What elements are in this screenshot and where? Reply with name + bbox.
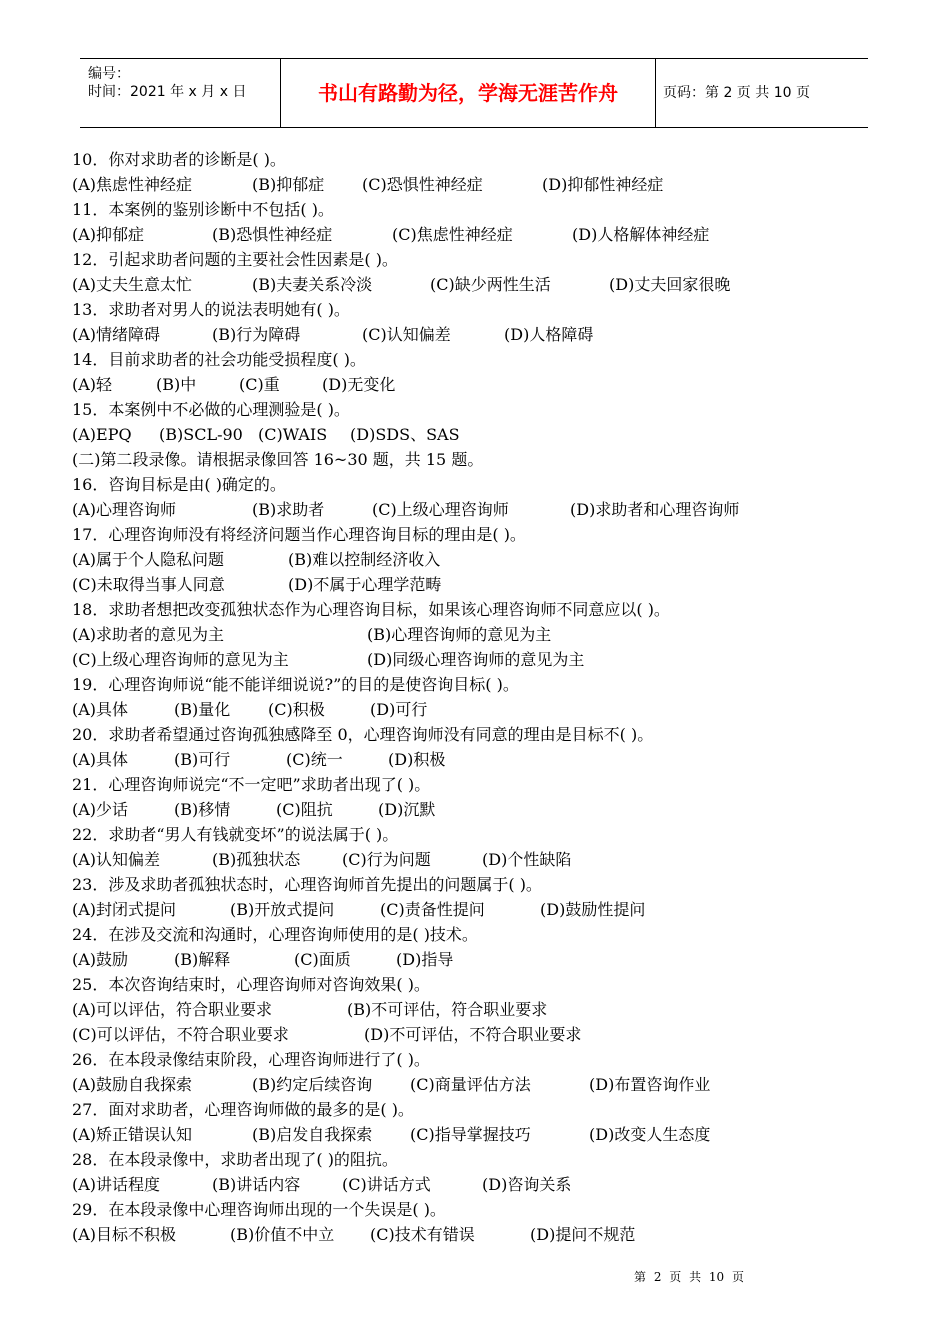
answer-options xyxy=(72,997,872,1022)
question-text: 14．目前求助者的社会功能受损程度( )。 xyxy=(72,350,366,369)
answer-option: (B)可行 xyxy=(174,750,231,769)
answer-option: (A)轻 xyxy=(72,375,113,394)
answer-option: (D)同级心理咨询师的意见为主 xyxy=(367,650,585,669)
answer-option: (A)鼓励自我探索 xyxy=(72,1075,193,1094)
header-motto: 书山有路勤为径，学海无涯苦作舟 xyxy=(280,59,656,127)
answer-option: (D)积极 xyxy=(388,750,446,769)
answer-option: (D)SDS、SAS xyxy=(350,425,460,444)
answer-option: (C)上级心理咨询师的意见为主 xyxy=(72,650,289,669)
answer-options xyxy=(72,1022,872,1047)
answer-options xyxy=(72,1172,872,1197)
answer-option: (C)恐惧性神经症 xyxy=(362,175,483,194)
document-number-label: 编号： xyxy=(88,66,130,82)
answer-option: (D)丈夫回家很晚 xyxy=(609,275,731,294)
question-text: 11．本案例的鉴别诊断中不包括( )。 xyxy=(72,200,334,219)
answer-option: (D)布置咨询作业 xyxy=(589,1075,711,1094)
question-text: 25．本次咨询结束时，心理咨询师对咨询效果( )。 xyxy=(72,975,430,994)
answer-options xyxy=(72,1222,872,1247)
question-text: 28．在本段录像中，求助者出现了( )的阻抗。 xyxy=(72,1150,398,1169)
question-text: 23．涉及求助者孤独状态时，心理咨询师首先提出的问题属于( )。 xyxy=(72,875,542,894)
answer-option: (C)认知偏差 xyxy=(362,325,451,344)
answer-option: (D)提问不规范 xyxy=(530,1225,636,1244)
answer-option: (D)咨询关系 xyxy=(482,1175,572,1194)
answer-option: (D)可行 xyxy=(370,700,428,719)
answer-options xyxy=(72,222,872,247)
question-text: 27．面对求助者，心理咨询师做的最多的是( )。 xyxy=(72,1100,414,1119)
question-text: 26．在本段录像结束阶段，心理咨询师进行了( )。 xyxy=(72,1050,430,1069)
answer-option: (C)焦虑性神经症 xyxy=(392,225,513,244)
answer-options xyxy=(72,1122,872,1147)
answer-options xyxy=(72,497,872,522)
answer-options xyxy=(72,547,872,572)
answer-option: (D)求助者和心理咨询师 xyxy=(570,500,740,519)
answer-options xyxy=(72,272,872,297)
answer-option: (B)抑郁症 xyxy=(252,175,325,194)
question-text: 19．心理咨询师说“能不能详细说说?”的目的是使咨询目标( )。 xyxy=(72,675,519,694)
answer-option: (D)人格解体神经症 xyxy=(572,225,710,244)
answer-option: (C)指导掌握技巧 xyxy=(410,1125,531,1144)
answer-options xyxy=(72,422,872,447)
question-text: 24．在涉及交流和沟通时，心理咨询师使用的是( )技术。 xyxy=(72,925,478,944)
answer-option: (B)难以控制经济收入 xyxy=(288,550,441,569)
answer-option: (A)心理咨询师 xyxy=(72,500,177,519)
answer-option: (A)具体 xyxy=(72,750,129,769)
answer-options xyxy=(72,797,872,822)
answer-option: (B)价值不中立 xyxy=(230,1225,335,1244)
answer-options xyxy=(72,847,872,872)
answer-option: (B)中 xyxy=(156,375,197,394)
page-footer: 第 2 页 共 10 页 xyxy=(634,1270,744,1284)
answer-option: (C)缺少两性生活 xyxy=(430,275,551,294)
answer-option: (A)焦虑性神经症 xyxy=(72,175,193,194)
answer-option: (A)少话 xyxy=(72,800,129,819)
question-text: 29．在本段录像中心理咨询师出现的一个失误是( )。 xyxy=(72,1200,446,1219)
answer-option: (A)属于个人隐私问题 xyxy=(72,550,225,569)
answer-option: (C)技术有错误 xyxy=(370,1225,475,1244)
answer-option: (A)封闭式提问 xyxy=(72,900,177,919)
answer-options xyxy=(72,647,872,672)
question-text: 13．求助者对男人的说法表明她有( )。 xyxy=(72,300,350,319)
answer-option: (B)SCL-90 xyxy=(159,425,243,444)
answer-option: (D)抑郁性神经症 xyxy=(542,175,664,194)
answer-option: (B)解释 xyxy=(174,950,231,969)
answer-option: (A)认知偏差 xyxy=(72,850,161,869)
answer-option: (C)行为问题 xyxy=(342,850,431,869)
answer-option: (A)目标不积极 xyxy=(72,1225,177,1244)
answer-option: (D)鼓励性提问 xyxy=(540,900,646,919)
answer-option: (D)无变化 xyxy=(322,375,396,394)
answer-option: (B)启发自我探索 xyxy=(252,1125,373,1144)
answer-option: (B)心理咨询师的意见为主 xyxy=(367,625,552,644)
answer-option: (A)抑郁症 xyxy=(72,225,145,244)
answer-options xyxy=(72,747,872,772)
answer-option: (C)责备性提问 xyxy=(380,900,485,919)
answer-option: (C)讲话方式 xyxy=(342,1175,431,1194)
answer-option: (D)不可评估，不符合职业要求 xyxy=(364,1025,582,1044)
answer-option: (B)孤独状态 xyxy=(212,850,301,869)
question-text: 15．本案例中不必做的心理测验是( )。 xyxy=(72,400,350,419)
answer-options xyxy=(72,372,872,397)
answer-option: (B)讲话内容 xyxy=(212,1175,301,1194)
answer-option: (B)开放式提问 xyxy=(230,900,335,919)
answer-option: (A)求助者的意见为主 xyxy=(72,625,225,644)
header-page-info: 页码：第 2 页 共 10 页 xyxy=(663,85,810,101)
question-text: 16．咨询目标是由( )确定的。 xyxy=(72,475,286,494)
answer-options xyxy=(72,172,872,197)
answer-option: (B)量化 xyxy=(174,700,231,719)
answer-option: (C)可以评估，不符合职业要求 xyxy=(72,1025,289,1044)
answer-option: (A)具体 xyxy=(72,700,129,719)
answer-option: (C)阻抗 xyxy=(276,800,333,819)
question-text: 10．你对求助者的诊断是( )。 xyxy=(72,150,286,169)
answer-options xyxy=(72,1072,872,1097)
answer-option: (D)改变人生态度 xyxy=(589,1125,711,1144)
answer-option: (C)商量评估方法 xyxy=(410,1075,531,1094)
answer-option: (B)夫妻关系冷淡 xyxy=(252,275,373,294)
answer-option: (D)人格障碍 xyxy=(504,325,594,344)
answer-option: (B)不可评估，符合职业要求 xyxy=(347,1000,548,1019)
page-header xyxy=(80,58,868,128)
answer-option: (C)积极 xyxy=(268,700,325,719)
answer-option: (B)移情 xyxy=(174,800,231,819)
answer-option: (A)鼓励 xyxy=(72,950,129,969)
answer-option: (A)矫正错误认知 xyxy=(72,1125,193,1144)
answer-options xyxy=(72,697,872,722)
answer-option: (C)面质 xyxy=(294,950,351,969)
answer-option: (D)个性缺陷 xyxy=(482,850,572,869)
answer-options xyxy=(72,897,872,922)
question-text: 21．心理咨询师说完“不一定吧”求助者出现了( )。 xyxy=(72,775,431,794)
answer-option: (A)可以评估，符合职业要求 xyxy=(72,1000,273,1019)
question-text: 12．引起求助者问题的主要社会性因素是( )。 xyxy=(72,250,398,269)
answer-option: (A)EPQ xyxy=(72,425,132,444)
question-text: (二)第二段录像。请根据录像回答 16~30 题，共 15 题。 xyxy=(72,450,484,469)
question-text: 18．求助者想把改变孤独状态作为心理咨询目标，如果该心理咨询师不同意应以( )。 xyxy=(72,600,670,619)
answer-option: (C)未取得当事人同意 xyxy=(72,575,225,594)
answer-option: (B)恐惧性神经症 xyxy=(212,225,333,244)
answer-option: (D)沉默 xyxy=(378,800,436,819)
answer-option: (A)讲话程度 xyxy=(72,1175,161,1194)
answer-option: (B)求助者 xyxy=(252,500,325,519)
answer-options xyxy=(72,572,872,597)
answer-option: (C)重 xyxy=(239,375,280,394)
answer-option: (C)WAIS xyxy=(258,425,328,444)
answer-option: (A)情绪障碍 xyxy=(72,325,161,344)
answer-option: (B)约定后续咨询 xyxy=(252,1075,373,1094)
question-text: 20．求助者希望通过咨询孤独感降至 0，心理咨询师没有同意的理由是目标不( )。 xyxy=(72,725,654,744)
question-text: 17．心理咨询师没有将经济问题当作心理咨询目标的理由是( )。 xyxy=(72,525,526,544)
header-info-cell xyxy=(80,59,280,127)
question-text: 22．求助者“男人有钱就变坏”的说法属于( )。 xyxy=(72,825,399,844)
answer-options xyxy=(72,622,872,647)
answer-option: (C)上级心理咨询师 xyxy=(372,500,509,519)
answer-option: (A)丈夫生意太忙 xyxy=(72,275,193,294)
question-list xyxy=(72,147,872,1247)
answer-option: (D)不属于心理学范畴 xyxy=(288,575,442,594)
answer-option: (D)指导 xyxy=(396,950,454,969)
document-time-label: 时间：2021 年 x 月 x 日 xyxy=(88,84,247,100)
answer-option: (C)统一 xyxy=(286,750,343,769)
answer-options xyxy=(72,947,872,972)
answer-option: (B)行为障碍 xyxy=(212,325,301,344)
answer-options xyxy=(72,322,872,347)
